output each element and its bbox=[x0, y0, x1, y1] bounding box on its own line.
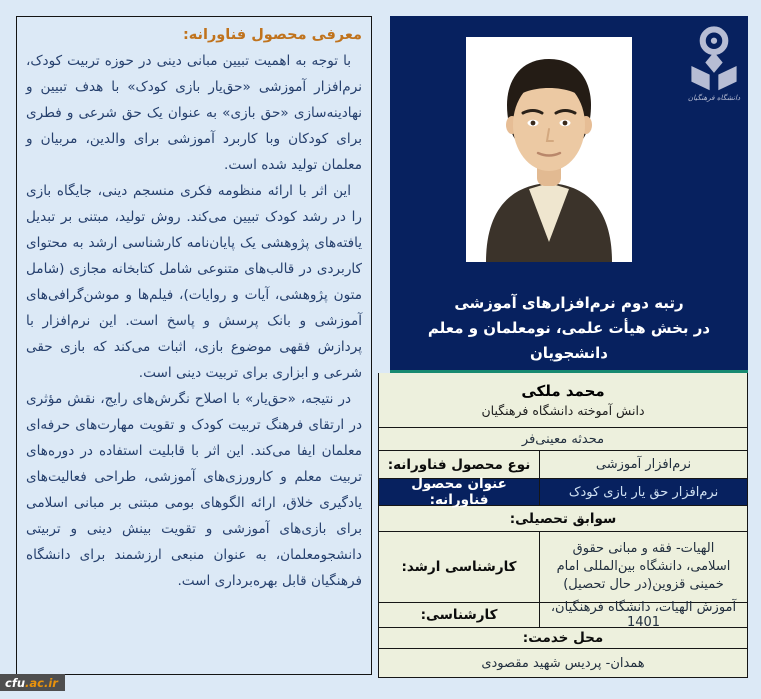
university-logo-caption: دانشگاه فرهنگیان bbox=[687, 93, 741, 102]
table-row-masters bbox=[379, 531, 747, 602]
intro-paragraph-2: این اثر با ارائه منظومه فکری منسجم دینی، جایگاه بازی را در رشد کودک تبیین می‌کند. روش تولید، مبتنی بر تبدیل یافته‌های پژوهشی یک پایان‌نامه کارشناسی ارشد به محتوای کاربردی در قالب‌های متنوعی شامل کتابخانه مجازی (شامل متون پژوهشی، آیات و روایات)، فیلم‌ها و موشن‌گرافی‌های آموزشی و بانک پرسش و پاسخ است. این نرم‌افزار با پردازش فقهی موضوع بازی، اثبات می‌کند که بازی حقی شرعی و ابزاری برای تربیت دینی است. bbox=[26, 183, 362, 381]
university-logo bbox=[683, 26, 745, 102]
table-row-name bbox=[379, 373, 747, 427]
bachelors-label: کارشناسی: bbox=[420, 607, 498, 623]
masters-label: کارشناسی ارشد: bbox=[401, 559, 517, 575]
profile-header bbox=[390, 16, 748, 370]
award-banner bbox=[390, 291, 748, 366]
service-section-title: محل خدمت: bbox=[522, 630, 604, 646]
table-row-service-section bbox=[379, 627, 747, 648]
intro-paragraph-1: با توجه به اهمیت تبیین مبانی دینی در حوزه تربیت کودک، نرم‌افزار آموزشی «حق‌یار بازی کودک» با هدف تبیین و نهادینه‌سازی «حق بازی» به عنوان یک حق شرعی و فطری برای کودکان وبا کاربرد آموزشی برای والدین، مربیان و معلمان تولید شده است. bbox=[26, 53, 362, 173]
award-rank-line: رتبه دوم نرم‌افزارهای آموزشی bbox=[454, 294, 684, 312]
table-row-service-location bbox=[379, 648, 747, 677]
table-row-product-title bbox=[379, 476, 747, 508]
watermark-domain-suffix: .ac.ir bbox=[25, 675, 58, 690]
product-type-value: نرم‌افزار آموزشی bbox=[539, 451, 747, 478]
service-location-value: همدان- پردیس شهید مقصودی bbox=[481, 655, 645, 671]
table-row-product-type bbox=[379, 450, 747, 478]
profile-panel bbox=[378, 16, 748, 678]
person-name: محمد ملکی bbox=[521, 382, 605, 400]
product-title-label: عنوان محصول فناورانه: bbox=[411, 476, 507, 508]
second-person-name: محدثه معینی‌فر bbox=[521, 431, 605, 447]
watermark-domain-prefix: cfu bbox=[5, 675, 26, 690]
bachelors-value: آموزش الهیات، دانشگاه فرهنگیان، 1401 bbox=[539, 603, 747, 627]
intro-section bbox=[16, 16, 372, 675]
product-title-value: نرم‌افزار حق یار بازی کودک bbox=[539, 479, 747, 505]
education-section-title: سوابق تحصیلی: bbox=[509, 510, 617, 527]
award-category-line: در بخش هیأت علمی، نومعلمان و معلم دانشجویان bbox=[427, 319, 711, 362]
profile-table bbox=[378, 373, 748, 678]
profile-photo bbox=[466, 37, 632, 262]
site-watermark bbox=[0, 674, 65, 691]
intro-paragraph-3: در نتیجه، «حق‌یار» با اصلاح نگرش‌های رایج، نقش مؤثری در ارتقای فرهنگ تربیت کودک و تقویت مهارت‌های حرفه‌ای معلمان ایفا می‌کند. این اثر با قابلیت استفاده در دوره‌های تربیت معلم و کارورزی‌های آموزشی، طراحی فعالیت‌های یادگیری خلاق، ارائه الگوهای بومی مبتنی بر مبانی اسلامی برای بازی‌های آموزشی و تقویت بینش دینی و تربیتی دانشجومعلمان، به عنوان منبعی ارزشمند برای دانشگاه فرهنگیان قابل بهره‌برداری است. bbox=[26, 391, 362, 589]
university-logo-icon bbox=[686, 26, 742, 92]
table-row-bachelors bbox=[379, 600, 747, 630]
table-row-second-person bbox=[379, 427, 747, 450]
masters-value: الهیات- فقه و مبانی حقوق اسلامی، دانشگاه بین‌المللی امام خمینی قزوین(در حال تحصیل) bbox=[539, 532, 747, 602]
person-subtitle: دانش آموخته دانشگاه فرهنگیان bbox=[481, 403, 645, 418]
portrait-illustration bbox=[466, 37, 632, 262]
table-row-education-section bbox=[379, 505, 747, 531]
product-type-label: نوع محصول فناورانه: bbox=[387, 456, 531, 473]
intro-heading: معرفی محصول فناورانه: bbox=[182, 27, 362, 43]
